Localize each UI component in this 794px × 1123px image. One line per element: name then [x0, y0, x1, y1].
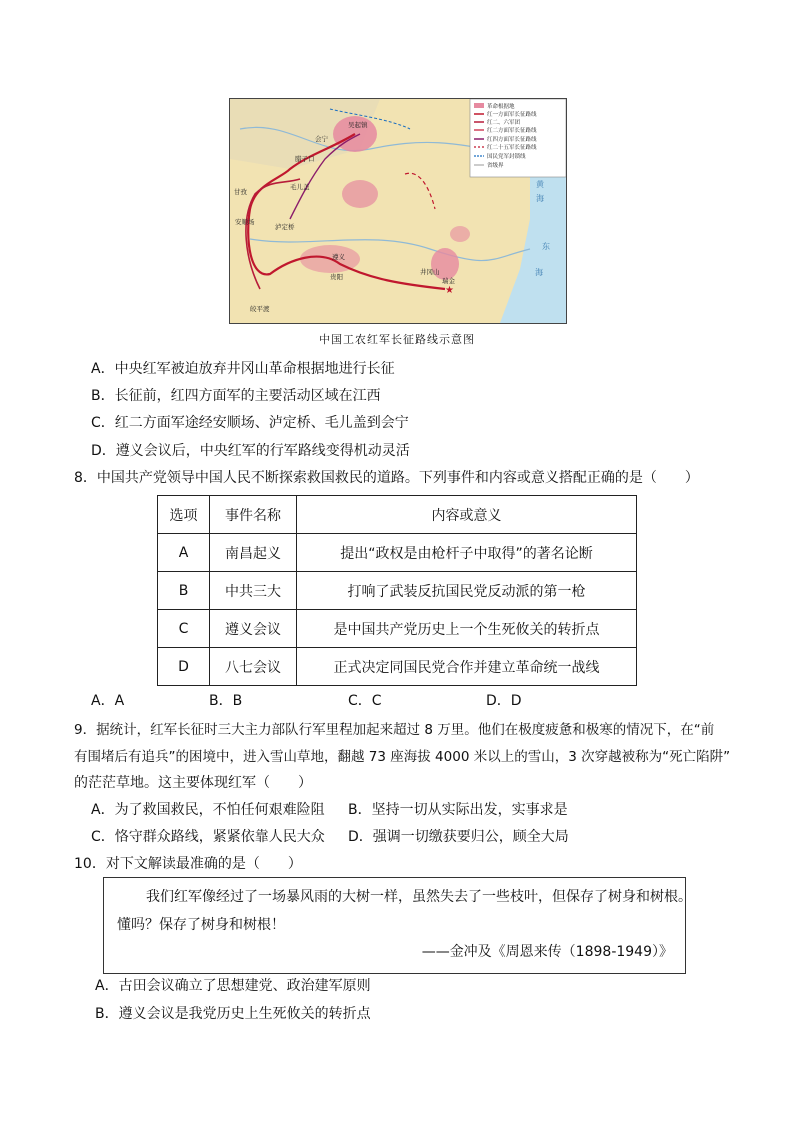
long-march-map [229, 98, 567, 324]
table-row [158, 610, 637, 648]
place-label: 遵义 [332, 253, 345, 261]
q10-option-a: A．古田会议确立了思想建党、政治建军原则 [95, 978, 371, 994]
q10-stem: 10．对下文解读最准确的是（ ） [74, 856, 302, 872]
sea-label: 东 [542, 242, 550, 251]
header-cell: 事件名称 [210, 496, 297, 534]
table-cell: C [158, 610, 210, 648]
table-cell: 打响了武装反抗国民党反动派的第一枪 [297, 572, 637, 610]
q9-option-c: C．恪守群众路线，紧紧依靠人民大众 [91, 829, 325, 845]
place-label: 毛儿盖 [290, 183, 310, 191]
q10-option-b: B．遵义会议是我党历史上生死攸关的转折点 [95, 1006, 371, 1022]
table-cell: 正式决定同国民党合作并建立革命统一战线 [297, 648, 637, 686]
table-cell: D [158, 648, 210, 686]
sea-label: 黄 [536, 180, 544, 189]
q9-line: 9．据统计，红军长征时三大主力部队行军里程加起来超过 8 万里。他们在极度疲惫和极寒的情况下，在“前 [74, 722, 715, 738]
q7-option-b: B．长征前，红四方面军的主要活动区域在江西 [91, 388, 381, 404]
table-cell: 八七会议 [210, 648, 297, 686]
place-label: 会宁 [315, 135, 328, 143]
map-graphic [230, 99, 566, 323]
legend-item: 红二方面军长征路线 [487, 128, 537, 134]
map-caption: 中国工农红军长征路线示意图 [319, 333, 475, 346]
quote-source: ——金冲及《周恩来传（1898-1949）》 [421, 944, 673, 960]
q7-option-d: D．遵义会议后，中央红军的行军路线变得机动灵活 [91, 443, 410, 459]
sea-label: 海 [536, 194, 544, 203]
place-label: 吴起镇 [348, 121, 368, 129]
q9-option-d: D．强调一切缴获要归公，顾全大局 [348, 829, 569, 845]
q9-line: 有围堵后有追兵”的困境中，进入雪山草地，翻越 73 座海拔 4000 米以上的雪山，3 次穿越被称为“死亡陷阱” [74, 749, 731, 765]
legend-item: 国民党军封锁线 [487, 154, 526, 160]
table-cell: A [158, 534, 210, 572]
place-label: 井冈山 [420, 268, 440, 276]
legend-item: 红二、六军团 [487, 120, 521, 126]
q8-answer-c: C．C [348, 693, 382, 709]
table-row [158, 572, 637, 610]
table-cell: 遵义会议 [210, 610, 297, 648]
place-label: 贵阳 [330, 273, 343, 281]
legend-item: 红一方面军长征路线 [487, 112, 537, 118]
legend-item: 红二十五军长征路线 [487, 145, 537, 151]
table-cell: 南昌起义 [210, 534, 297, 572]
table-row [158, 534, 637, 572]
q8-answer-a: A．A [91, 693, 125, 709]
q9-option-a: A．为了救国救民，不怕任何艰难险阻 [91, 802, 325, 818]
quote-line: 懂吗？保存了树身和树根！ [117, 917, 285, 933]
q8-answer-d: D．D [486, 693, 522, 709]
table-header-row [158, 496, 637, 534]
legend-item: 省级界 [487, 163, 504, 169]
table-cell: 中共三大 [210, 572, 297, 610]
sea-label: 海 [535, 268, 543, 277]
place-label: 安顺场 [235, 218, 255, 226]
place-label: 甘孜 [234, 188, 247, 196]
table-row [158, 648, 637, 686]
place-label: 皎平渡 [250, 305, 270, 313]
q8-table [157, 495, 637, 686]
place-label: 瑞金 [442, 277, 455, 285]
q7-option-a: A．中央红军被迫放弃井冈山革命根据地进行长征 [91, 361, 395, 377]
table-cell: B [158, 572, 210, 610]
table-cell: 提出“政权是由枪杆子中取得”的著名论断 [297, 534, 637, 572]
header-cell: 选项 [158, 496, 210, 534]
place-label: 腊子口 [295, 155, 315, 163]
quote-line: 我们红军像经过了一场暴风雨的大树一样，虽然失去了一些枝叶，但保存了树身和树根。 [146, 889, 692, 905]
legend-item: 红四方面军长征路线 [487, 137, 537, 143]
q9-option-b: B．坚持一切从实际出发，实事求是 [348, 802, 568, 818]
table-cell: 是中国共产党历史上一个生死攸关的转折点 [297, 610, 637, 648]
q7-option-c: C．红二方面军途经安顺场、泸定桥、毛儿盖到会宁 [91, 415, 409, 431]
legend-item: 革命根据地 [487, 104, 515, 110]
q8-stem: 8．中国共产党领导中国人民不断探索救国救民的道路。下列事件和内容或意义搭配正确的是（ ） [74, 470, 699, 486]
q8-answer-b: B．B [209, 693, 243, 709]
place-label: 泸定桥 [275, 223, 295, 231]
quote-box [103, 877, 692, 974]
svg-text:★: ★ [445, 285, 454, 296]
header-cell: 内容或意义 [297, 496, 637, 534]
q9-line: 的茫茫草地。这主要体现红军（ ） [74, 775, 312, 791]
